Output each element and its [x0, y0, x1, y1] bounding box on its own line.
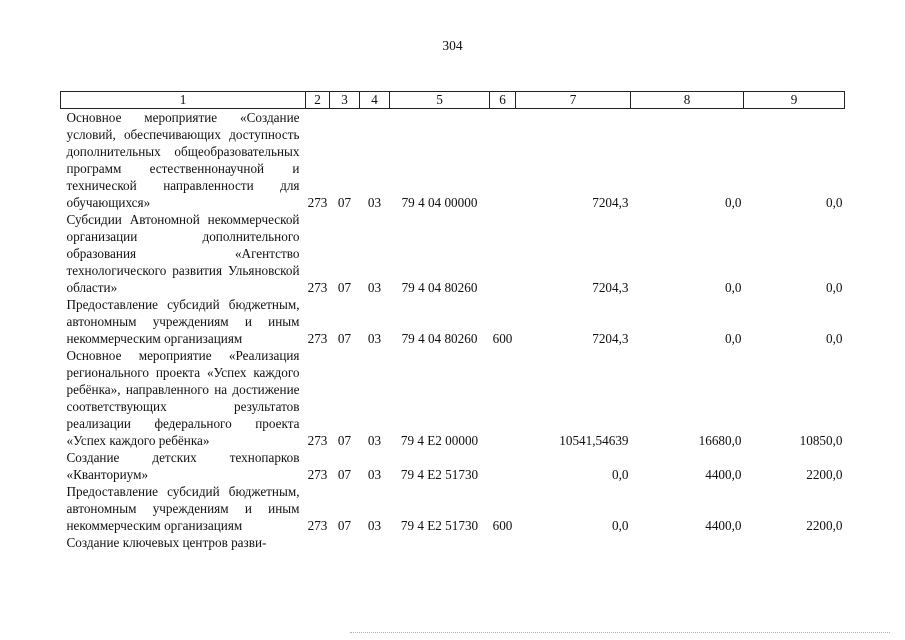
col-header-8: 8 [631, 92, 744, 109]
cell-expense-type [490, 211, 516, 296]
cell-amount-7: 0,0 [612, 518, 629, 533]
cell-expense-type [490, 534, 516, 551]
row-description: Субсидии Автономной некоммерческой организации дополнительного образования «Агентство технологического развития Ульяновской области» [66, 212, 300, 295]
cell-section [330, 534, 360, 551]
cell-expense-type [490, 347, 516, 449]
col-header-9: 9 [744, 92, 845, 109]
cell-subsection: 03 [367, 518, 382, 533]
table-row [61, 347, 845, 449]
row-description: Основное мероприятие «Реализация регионального проекта «Успех каждого ребёнка», направленного на достижение соответствующих результатов реализации федерального проекта «Успех каждого ребёнка» [66, 348, 300, 448]
col-header-7: 7 [516, 92, 631, 109]
cell-amount-9 [744, 534, 845, 551]
table-row [61, 483, 845, 534]
header-row [61, 92, 845, 109]
cell-target-code: 79 4 E2 51730 [400, 467, 479, 482]
cell-subsection: 03 [367, 433, 382, 448]
cell-subsection: 03 [367, 331, 382, 346]
scan-edge-artifact [350, 632, 890, 635]
cell-subsection: 03 [367, 195, 382, 210]
cell-amount-7: 7204,3 [592, 331, 629, 346]
col-header-2: 2 [306, 92, 330, 109]
cell-amount-7: 7204,3 [592, 280, 629, 295]
cell-amount-9: 2200,0 [806, 518, 843, 533]
cell-subsection: 03 [367, 467, 382, 482]
table-row [61, 211, 845, 296]
cell-ministry: 273 [307, 280, 328, 295]
cell-ministry: 273 [307, 331, 328, 346]
cell-amount-9: 0,0 [826, 331, 843, 346]
cell-target-code: 79 4 04 80260 [401, 331, 478, 346]
col-header-5: 5 [390, 92, 490, 109]
row-description: Предоставление субсидий бюджетным, автономным учреждениям и иным некоммерческим организациям [66, 484, 300, 533]
cell-amount-8: 0,0 [725, 195, 742, 210]
cell-amount-8: 0,0 [725, 331, 742, 346]
cell-amount-9: 2200,0 [806, 467, 843, 482]
col-header-4: 4 [360, 92, 390, 109]
row-description: Создание ключевых центров разви- [66, 535, 267, 550]
cell-target-code: 79 4 04 80260 [401, 280, 478, 295]
table-row [61, 109, 845, 212]
cell-amount-8: 4400,0 [705, 467, 742, 482]
cell-ministry: 273 [307, 433, 328, 448]
cell-section: 07 [337, 518, 352, 533]
cell-expense-type: 600 [492, 331, 513, 346]
row-description: Создание детских технопарков «Кванториум» [66, 450, 300, 482]
cell-target-code [390, 534, 490, 551]
cell-expense-type [490, 109, 516, 212]
cell-expense-type [490, 449, 516, 483]
table-row [61, 296, 845, 347]
cell-ministry: 273 [307, 195, 328, 210]
cell-amount-7: 10541,54639 [559, 433, 629, 448]
cell-amount-8: 0,0 [725, 280, 742, 295]
cell-amount-7: 7204,3 [592, 195, 629, 210]
cell-amount-8: 4400,0 [705, 518, 742, 533]
cell-section: 07 [337, 467, 352, 482]
cell-ministry: 273 [307, 467, 328, 482]
cell-subsection [360, 534, 390, 551]
cell-section: 07 [337, 280, 352, 295]
col-header-3: 3 [330, 92, 360, 109]
cell-amount-7: 0,0 [612, 467, 629, 482]
cell-ministry [306, 534, 330, 551]
cell-target-code: 79 4 E2 51730 [400, 518, 479, 533]
row-description: Предоставление субсидий бюджетным, автономным учреждениям и иным некоммерческим организациям [66, 297, 300, 346]
cell-section: 07 [337, 433, 352, 448]
cell-subsection: 03 [367, 280, 382, 295]
cell-amount-8: 16680,0 [698, 433, 742, 448]
cell-target-code: 79 4 E2 00000 [400, 433, 479, 448]
cell-amount-8 [631, 534, 744, 551]
row-description: Основное мероприятие «Создание условий, обеспечивающих доступность дополнительных общеобразовательных программ естественнонаучной и технической направленности для обучающихся» [66, 110, 300, 210]
cell-section: 07 [337, 331, 352, 346]
table-row [61, 449, 845, 483]
col-header-6: 6 [490, 92, 516, 109]
cell-amount-9: 0,0 [826, 280, 843, 295]
cell-amount-9: 0,0 [826, 195, 843, 210]
page-number: 304 [442, 38, 463, 53]
table-row [61, 534, 845, 551]
cell-target-code: 79 4 04 00000 [401, 195, 478, 210]
cell-amount-7 [516, 534, 631, 551]
budget-table [60, 91, 845, 551]
cell-section: 07 [337, 195, 352, 210]
cell-amount-9: 10850,0 [799, 433, 843, 448]
cell-expense-type: 600 [492, 518, 513, 533]
cell-ministry: 273 [307, 518, 328, 533]
col-header-1: 1 [61, 92, 306, 109]
